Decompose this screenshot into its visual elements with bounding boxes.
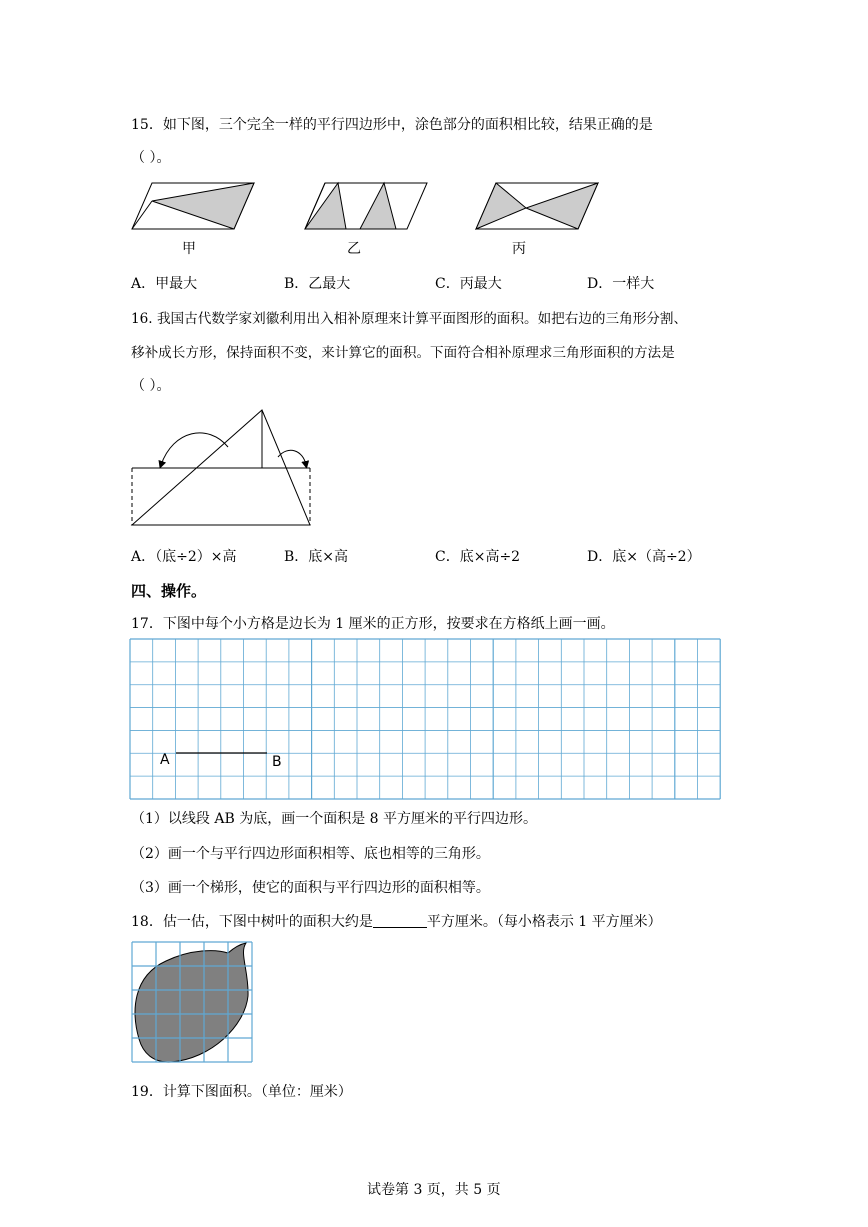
q16-option-c[interactable]: C．底×高÷2 (435, 549, 521, 565)
q16-option-b[interactable]: B．底×高 (284, 549, 349, 565)
q17-point-a: A (160, 752, 170, 768)
q18-answer-blank[interactable] (373, 913, 427, 928)
figure-yi (305, 183, 427, 229)
q17-task-1: （1）以线段 AB 为底，画一个面积是 8 平方厘米的平行四边形。 (131, 811, 538, 827)
q15-option-a[interactable]: A．甲最大 (131, 276, 198, 292)
figure-bing (476, 183, 598, 229)
leaf-shape (135, 943, 248, 1062)
q17-grid[interactable] (129, 638, 725, 800)
q15-option-d[interactable]: D．一样大 (587, 276, 655, 292)
q17-stem: 17．下图中每个小方格是边长为 1 厘米的正方形，按要求在方格纸上画一画。 (131, 616, 615, 632)
q16-paren: （ ）。 (131, 378, 171, 394)
q15-option-c[interactable]: C．丙最大 (435, 276, 502, 292)
q18-stem (131, 911, 662, 931)
q15-figures (128, 178, 608, 258)
page-footer: 试卷第 3 页，共 5 页 (367, 1182, 501, 1198)
q16-figure (128, 405, 328, 535)
q15-label-jia: 甲 (182, 241, 196, 257)
q15-label-bing: 丙 (512, 241, 526, 257)
section4-title: 四、操作。 (131, 582, 207, 600)
q17-task-2: （2）画一个与平行四边形面积相等、底也相等的三角形。 (131, 846, 490, 862)
q15-paren: （ ）。 (131, 150, 171, 166)
q15-option-b[interactable]: B．乙最大 (284, 276, 351, 292)
q18-stem-after: 平方厘米。（每小格表示 1 平方厘米） (426, 914, 662, 930)
q16-option-d[interactable]: D．底×（高÷2） (587, 549, 701, 565)
q17-task-3: （3）画一个梯形，使它的面积与平行四边形的面积相等。 (131, 880, 490, 896)
q19-stem: 19．计算下图面积。（单位：厘米） (131, 1084, 352, 1100)
q16-stem-line2: 移补成长方形，保持面积不变，来计算它的面积。下面符合相补原理求三角形面积的方法是 (131, 345, 675, 361)
q15-stem: 15．如下图，三个完全一样的平行四边形中，涂色部分的面积相比较，结果正确的是 (131, 117, 653, 133)
q18-stem-before: 18．估一估，下图中树叶的面积大约是 (131, 914, 373, 930)
q17-point-b: B (272, 754, 282, 770)
figure-jia (132, 183, 254, 229)
q16-stem-line1: 16. 我国古代数学家刘徽利用出入相补原理来计算平面图形的面积。如把右边的三角形分割、 (131, 311, 688, 327)
q15-label-yi: 乙 (347, 241, 361, 257)
q18-leaf-figure (131, 941, 257, 1065)
q16-option-a[interactable]: A．（底÷2）×高 (131, 549, 237, 565)
